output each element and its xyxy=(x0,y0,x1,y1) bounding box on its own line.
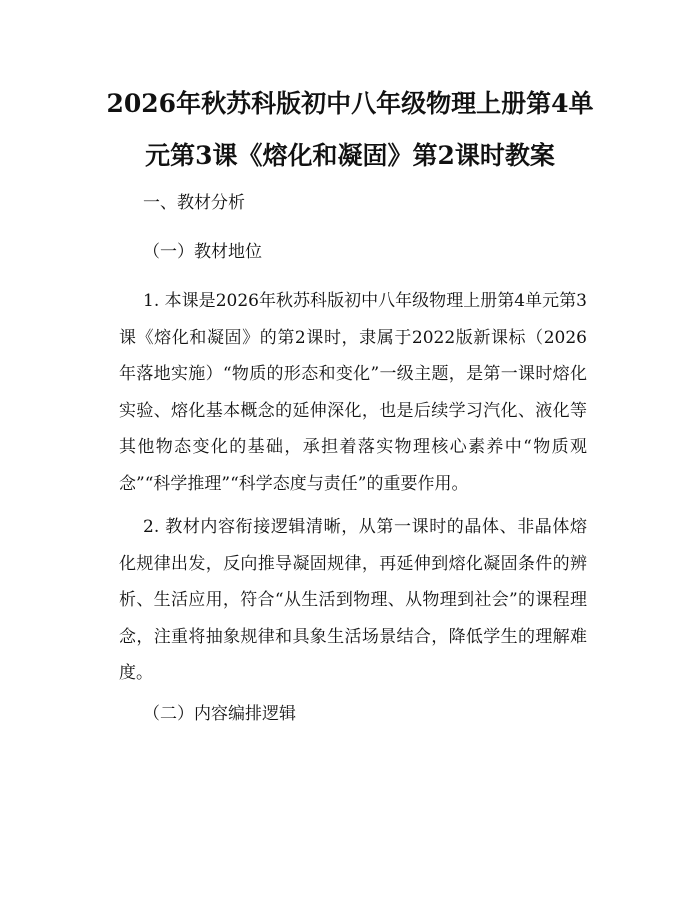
section-heading-textbook-analysis: 一、教材分析 xyxy=(143,193,245,213)
subsection-heading-textbook-position: （一）教材地位 xyxy=(143,242,262,262)
document-title: 2026年秋苏科版初中八年级物理上册第4单元第3课《熔化和凝固》第2课时教案 xyxy=(106,89,594,170)
paragraph-2: 2. 教材内容衔接逻辑清晰，从第一课时的晶体、非晶体熔化规律出发，反向推导凝固规律，再延伸到熔化凝固条件的辨析、生活应用，符合“从生活到物理、从物理到社会”的课程理念，注重将抽象规律和具象生活场景结合，降低学生的理解难度。 xyxy=(119,517,587,683)
subsection-heading-content-arrangement: （二）内容编排逻辑 xyxy=(143,704,296,724)
paragraph-1: 1. 本课是2026年秋苏科版初中八年级物理上册第4单元第3课《熔化和凝固》的第2课时，隶属于2022版新课标（2026年落地实施）“物质的形态和变化”一级主题，是第一课时熔化实验、熔化基本概念的延伸深化，也是后续学习汽化、液化等其他物态变化的基础，承担着落实物理核心素养中“物质观念”“科学推理”“科学态度与责任”的重要作用。 xyxy=(119,291,587,494)
